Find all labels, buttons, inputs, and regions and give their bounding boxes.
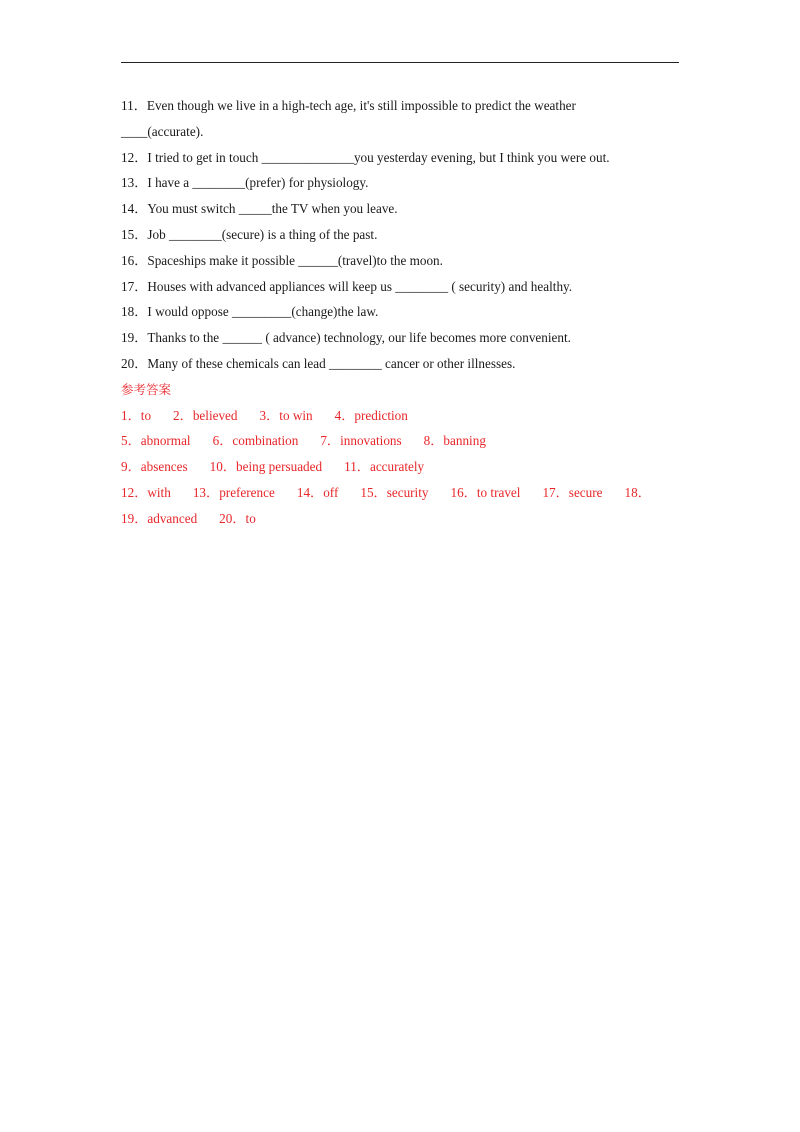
question-17: 17．Houses with advanced appliances will keep us ________ ( security) and healthy.	[121, 278, 573, 294]
answer-item: 4．prediction	[334, 407, 408, 423]
question-20: 20．Many of these chemicals can lead ________ cancer or other illnesses.	[121, 355, 516, 371]
answer-item: 1．to	[121, 407, 152, 423]
answers-heading: 参考答案	[121, 381, 172, 397]
answer-line-4	[121, 480, 681, 506]
answer-line-5	[121, 506, 681, 532]
content-area	[121, 93, 681, 532]
answer-item: 8．banning	[423, 433, 486, 449]
question-16: 16．Spaceships make it possible ______(travel)to the moon.	[121, 252, 443, 268]
answer-item: 6．combination	[212, 433, 299, 449]
answer-item: 14．off	[296, 484, 339, 500]
answer-item: 12．with	[121, 484, 171, 500]
question-15: 15．Job ________(secure) is a thing of the past.	[121, 226, 378, 242]
question-19: 19．Thanks to the ______ ( advance) technology, our life becomes more convenient.	[121, 330, 571, 346]
answer-line-1	[121, 403, 681, 429]
answer-line-3	[121, 454, 681, 480]
answer-item: 19．advanced	[121, 510, 198, 526]
question-11-continued: ____(accurate).	[121, 123, 204, 139]
header-rule	[121, 62, 679, 63]
question-14: 14．You must switch _____the TV when you leave.	[121, 201, 398, 217]
question-13: 13．I have a ________(prefer) for physiology.	[121, 175, 369, 191]
answer-item: 17．secure	[542, 484, 603, 500]
answer-item: 5．abnormal	[121, 433, 191, 449]
question-12: 12．I tried to get in touch ______________you yesterday evening, but I think you were out.	[121, 149, 610, 165]
answer-item: 18．	[624, 484, 651, 500]
answer-item: 11．accurately	[344, 459, 425, 475]
answer-item: 13．preference	[192, 484, 275, 500]
question-18: 18．I would oppose _________(change)the law.	[121, 304, 379, 320]
answer-item: 10．being persuaded	[209, 459, 323, 475]
answer-item: 2．believed	[173, 407, 238, 423]
answer-item: 20．to	[219, 510, 256, 526]
answer-item: 7．innovations	[320, 433, 402, 449]
answer-item: 16．to travel	[450, 484, 521, 500]
question-11: 11．Even though we live in a high-tech age, it's still impossible to predict the weather	[121, 98, 576, 113]
answer-line-2	[121, 428, 681, 454]
answer-item: 3．to win	[259, 407, 313, 423]
answer-item: 9．absences	[121, 459, 188, 475]
answer-item: 15．security	[360, 484, 429, 500]
